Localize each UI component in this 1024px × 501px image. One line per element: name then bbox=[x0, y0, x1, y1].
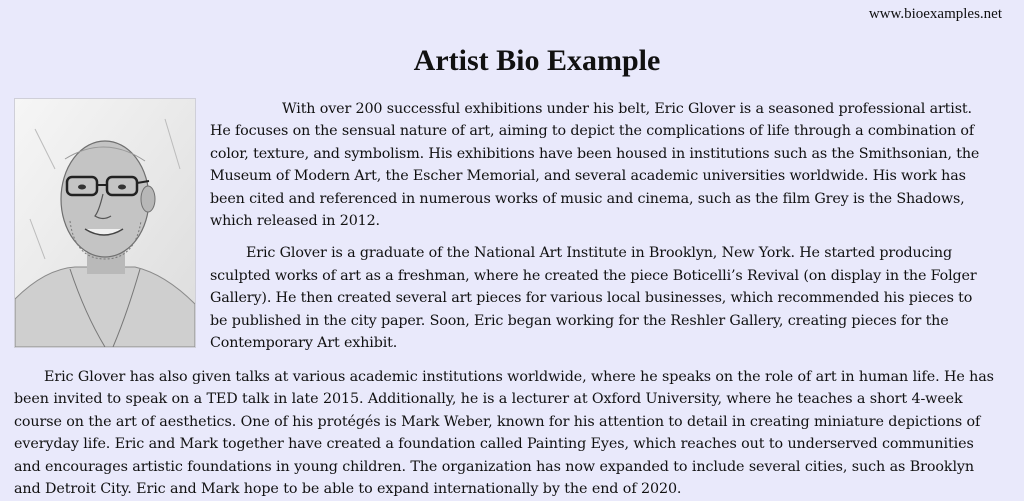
page-title: Artist Bio Example bbox=[413, 44, 661, 77]
artist-portrait bbox=[14, 98, 196, 348]
bio-paragraph-3: Eric Glover has also given talks at various academic institutions worldwide, where he speaks on the role of art in human life. He has been invited to speak on a TED talk in late 2015. Additionally, he is a lecturer at Oxford University, where he teaches a short 4-week course on the art of aesthetics. One of his protégés is Mark Weber, known for his attention to detail in creating miniature depictions of everyday life. Eric and Mark together have created a foundation called Painting Eyes, which reaches out to underserved communities and encourages artistic foundations in young children. The organization has now expanded to include several cities, such as Brooklyn and Detroit City. Eric and Mark hope to be able to expand internationally by the end of 2020. bbox=[14, 369, 994, 498]
bio-paragraph-2: Eric Glover is a graduate of the National Art Institute in Brooklyn, New York. He started producing sculpted works of art as a freshman, where he created the piece Boticelli’s Revival (on display in the Folger Gallery). He then created several art pieces for various local businesses, which recommended his pieces to be published in the city paper. Soon, Eric began working for the Reshler Gallery, creating pieces for the Contemporary Art exhibit. bbox=[210, 245, 977, 352]
bio-intro bbox=[210, 98, 980, 364]
site-url: www.bioexamples.net bbox=[868, 6, 1002, 22]
bio-paragraph-1: With over 200 successful exhibitions under his belt, Eric Glover is a seasoned professional artist. He focuses on the sensual nature of art, aiming to depict the complications of life through a combination of color, texture, and symbolism. His exhibitions have been housed in institutions such as the Smithsonian, the Museum of Modern Art, the Escher Memorial, and several academic universities worldwide. His work has been cited and referenced in numerous works of music and cinema, such as the film Grey is the Shadows, which released in 2012. bbox=[210, 101, 980, 230]
